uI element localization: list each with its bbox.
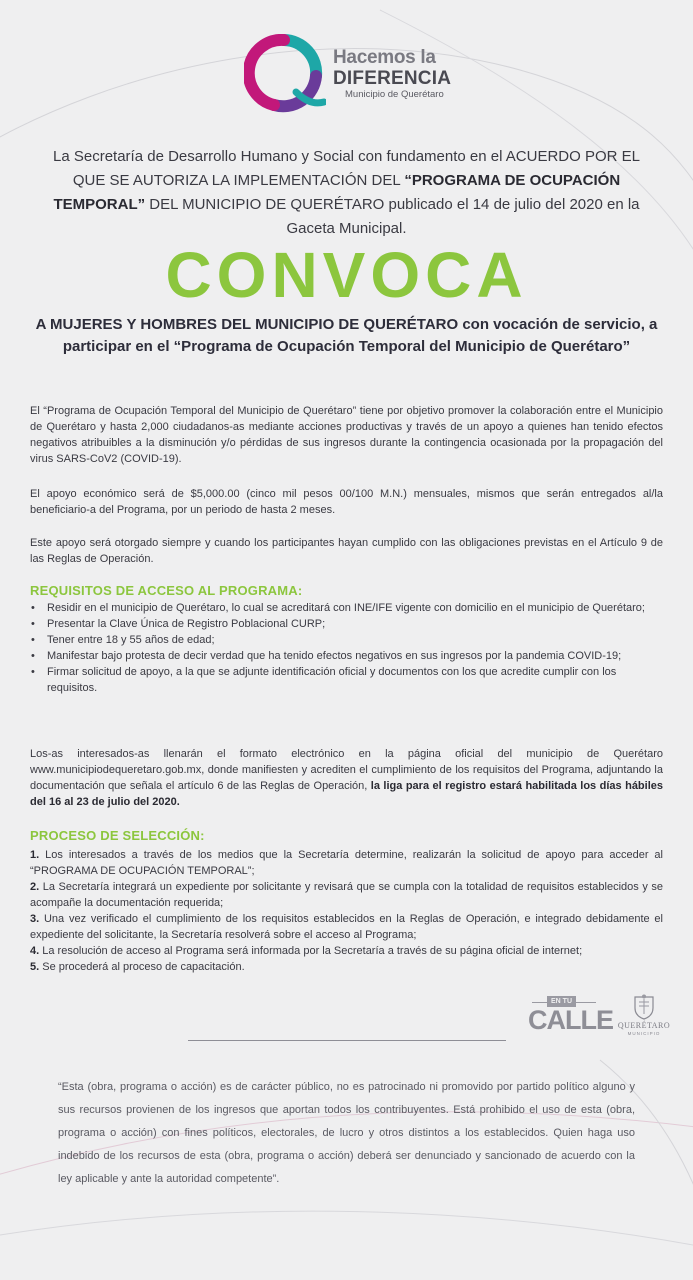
step-number: 3. [30, 913, 40, 925]
requirement-text: Presentar la Clave Única de Registro Poblacional CURP; [47, 618, 326, 630]
step-number: 1. [30, 849, 40, 861]
step-text: Los interesados a través de los medios que la Secretaría determine, realizarán la solicitud de apoyo para acceder al “PROGRAMA DE OCUPACIÓN TEMPORAL”; [30, 849, 663, 877]
step-number: 4. [30, 945, 40, 957]
queretaro-municipio-logo [613, 994, 675, 1038]
list-item [30, 616, 663, 632]
calle-word: CALLE [528, 1005, 613, 1035]
logo-line-3: Municipio de Querétaro [345, 89, 444, 100]
list-item [30, 911, 663, 943]
list-item [30, 879, 663, 911]
bullet-icon: • [31, 634, 35, 646]
bullet-icon: • [31, 666, 35, 678]
program-objective-paragraph: El “Programa de Ocupación Temporal del Municipio de Querétaro” tiene por objetivo promover la colaboración entre el Municipio de Querétaro y hasta 2,000 ciudadanos-as mediante acciones productivas y través de un apoyo a quienes han tenido efectos negativos atribuibles a la disminución y/o pérdidas de sus ingresos durante la contingencia ocasionada por la propagación del virus SARS-CoV2 (COVID-19). [30, 405, 663, 465]
legal-disclaimer: “Esta (obra, programa o acción) es de carácter público, no es patrocinado ni promovido por partido político alguno y sus recursos provienen de los ingresos que aportan todos los contribuyentes. Está prohibido el uso de esta (obra, programa o acción) con fines políticos, electorales, de lucro y otros distintos a los establecidos. Quien haga uso indebido de los recursos de esta (obra, programa o acción) deberá ser denunciado y sancionado de acuerdo con la ley aplicable y ante la autoridad competente”. [58, 1081, 635, 1185]
list-item [30, 943, 663, 959]
step-number: 2. [30, 881, 40, 893]
divider [188, 1040, 506, 1041]
requirements-list [30, 600, 663, 696]
requirement-text: Manifestar bajo protesta de decir verdad que ha tenido efectos negativos en sus ingresos por la pandemia COVID-19; [47, 650, 622, 662]
convoca-heading: CONVOCA [165, 239, 528, 311]
step-text: La resolución de acceso al Programa será informada por la Secretaría a través de su página oficial de internet; [39, 945, 583, 957]
intro-paragraph [40, 145, 653, 241]
step-number: 5. [30, 961, 40, 973]
bullet-icon: • [31, 650, 35, 662]
economic-support-paragraph: El apoyo económico será de $5,000.00 (cinco mil pesos 00/100 M.N.) mensuales, mismos que serán entregados al/la beneficiario-a del Programa, por un periodo de hasta 2 meses. [30, 488, 663, 516]
logo-line-1: Hacemos la [333, 47, 436, 68]
registration-text: Los-as interesados-as llenarán el formato electrónico en la página oficial del municipio de Querétaro www.municipiodequeretaro.gob.mx, donde manifiesten y acrediten el cumplimiento de los requisitos del Programa, adjuntando la documentación que señala el artículo 6 de las Reglas de Operación, [30, 748, 663, 792]
calle-tag: EN TU [547, 996, 576, 1007]
list-item [30, 847, 663, 879]
support-conditions-paragraph: Este apoyo será otorgado siempre y cuando los participantes hayan cumplido con las obligaciones previstas en el Artículo 9 de las Reglas de Operación. [30, 537, 663, 565]
bullet-icon: • [31, 618, 35, 630]
requirement-text: Residir en el municipio de Querétaro, lo cual se acreditará con INE/IFE vigente con domicilio en el municipio de Querétaro; [47, 602, 645, 614]
requirements-title: REQUISITOS DE ACCESO AL PROGRAMA: [30, 583, 303, 598]
requirement-text: Tener entre 18 y 55 años de edad; [47, 634, 215, 646]
bullet-icon: • [31, 602, 35, 614]
step-text: Una vez verificado el cumplimiento de los requisitos establecidos en la Reglas de Operación, e integrado debidamente el expediente del solicitante, la Secretaría resolverá sobre el acceso al Programa; [30, 913, 663, 941]
intro-text-2: DEL MUNICIPIO DE QUERÉTARO publicado el 14 de julio del 2020 en la Gaceta Municipal. [145, 196, 640, 237]
step-text: La Secretaría integrará un expediente por solicitante y revisará que se cumpla con la totalidad de requisitos establecidos y se acompañe la documentación requerida; [30, 881, 663, 909]
list-item [30, 664, 663, 696]
logo-emblem-icon [244, 34, 326, 114]
selection-process-title: PROCESO DE SELECCIÓN: [30, 828, 205, 843]
step-text: Se procederá al proceso de capacitación. [39, 961, 245, 973]
en-tu-calle-logo [526, 996, 613, 1036]
convocation-subheading: A MUJERES Y HOMBRES DEL MUNICIPIO DE QUERÉTARO con vocación de servicio, a participar en el “Programa de Ocupación Temporal del Municipio de Querétaro” [35, 316, 658, 355]
list-item [30, 632, 663, 648]
intro-text-1: La Secretaría de Desarrollo Humano y Social con fundamento en el ACUERDO POR EL QUE SE AUTORIZA LA IMPLEMENTACIÓN DEL [53, 148, 640, 189]
requirement-text: Firmar solicitud de apoyo, a la que se adjunte identificación oficial y documentos con los que acredite cumplir con los requisitos. [47, 666, 617, 694]
logo-line-2: DIFERENCIA [333, 68, 452, 89]
list-item [30, 959, 663, 975]
registration-paragraph [30, 746, 663, 810]
registration-dates: la liga para el registro estará habilitada los días hábiles del 16 al 23 de julio del 2020. [30, 780, 664, 808]
queretaro-name: QUERÉTARO [617, 1021, 671, 1030]
hacemos-la-diferencia-logo [244, 34, 454, 114]
intro-program-name: “PROGRAMA DE OCUPACIÓN TEMPORAL” [53, 172, 621, 213]
coat-of-arms-icon [632, 994, 656, 1020]
selection-steps-list [30, 847, 663, 975]
list-item [30, 648, 663, 664]
list-item [30, 600, 663, 616]
municipio-label: MUNICIPIO [627, 1031, 661, 1036]
